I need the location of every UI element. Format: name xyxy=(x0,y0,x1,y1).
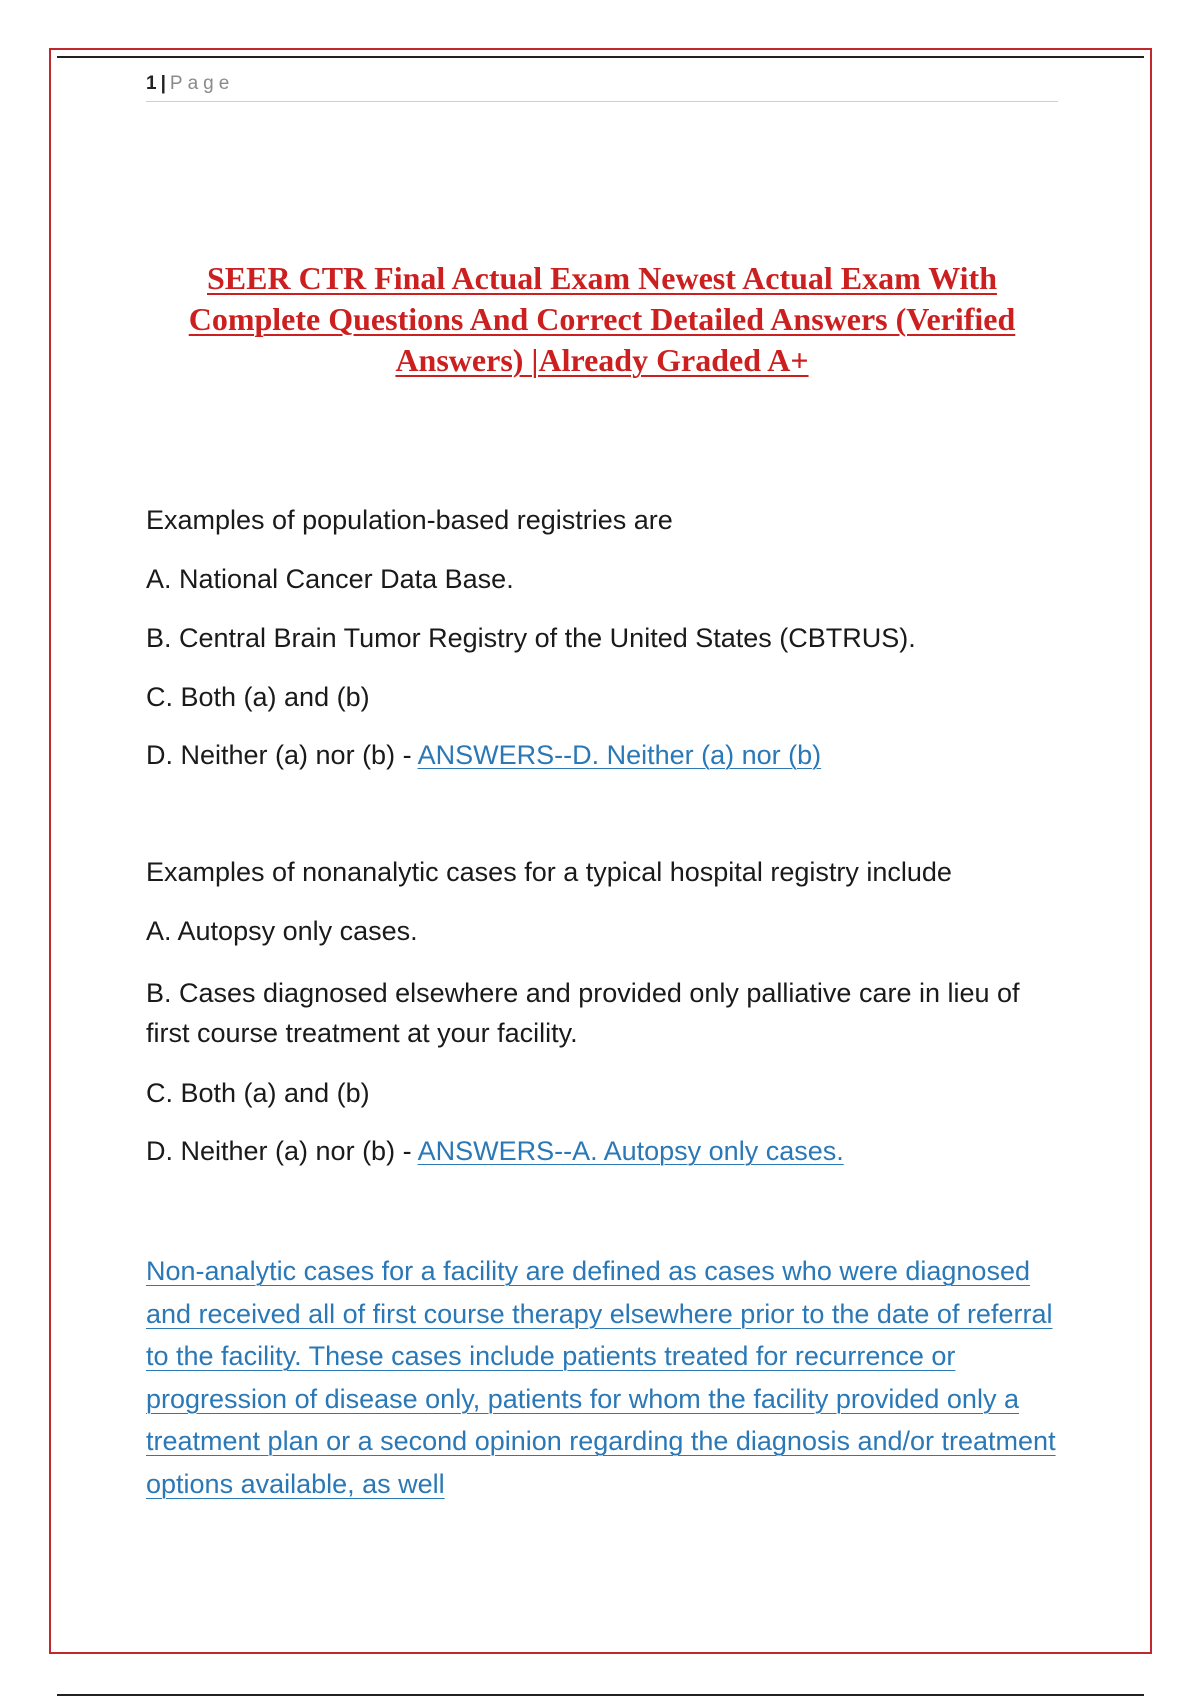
option-c: C. Both (a) and (b) xyxy=(146,1078,370,1108)
bottom-rule xyxy=(57,1694,1144,1696)
option-d: D. Neither (a) nor (b) - ANSWERS--A. Autopsy only cases. xyxy=(146,1136,844,1166)
option-b: B. Central Brain Tumor Registry of the United States (CBTRUS). xyxy=(146,623,916,653)
answer-link[interactable]: ANSWERS--D. Neither (a) nor (b) xyxy=(417,740,822,770)
option-b: B. Cases diagnosed elsewhere and provided only palliative care in lieu of first course treatment at your facility. xyxy=(146,978,1020,1048)
question-stem: Examples of population-based registries are xyxy=(146,505,673,535)
explanation-text[interactable]: Non-analytic cases for a facility are defined as cases who were diagnosed and received all of first course therapy elsewhere prior to the date of referral to the facility. These cases include patients treated for recurrence or progression of disease only, patients for whom the facility provided only a treatment plan or a second opinion regarding the diagnosis and/or treatment options available, as well xyxy=(146,1256,1056,1499)
header-separator: | xyxy=(160,73,166,94)
option-a: A. Autopsy only cases. xyxy=(146,916,418,946)
page-number: 1 xyxy=(146,73,157,94)
option-a: A. National Cancer Data Base. xyxy=(146,564,514,594)
option-c: C. Both (a) and (b) xyxy=(146,682,370,712)
page-label: Page xyxy=(169,73,235,94)
question-stem: Examples of nonanalytic cases for a typical hospital registry include xyxy=(146,857,952,887)
document-title: SEER CTR Final Actual Exam Newest Actual Exam With Complete Questions And Correct Detailed Answers (Verified Answers) |Already Graded A+ xyxy=(188,260,1016,378)
question-1 xyxy=(146,503,1066,537)
page-header xyxy=(146,72,1058,102)
top-rule xyxy=(57,56,1144,58)
answer-link[interactable]: ANSWERS--A. Autopsy only cases. xyxy=(417,1136,844,1166)
question-2 xyxy=(146,855,1066,889)
option-d: D. Neither (a) nor (b) - ANSWERS--D. Neither (a) nor (b) xyxy=(146,740,822,770)
